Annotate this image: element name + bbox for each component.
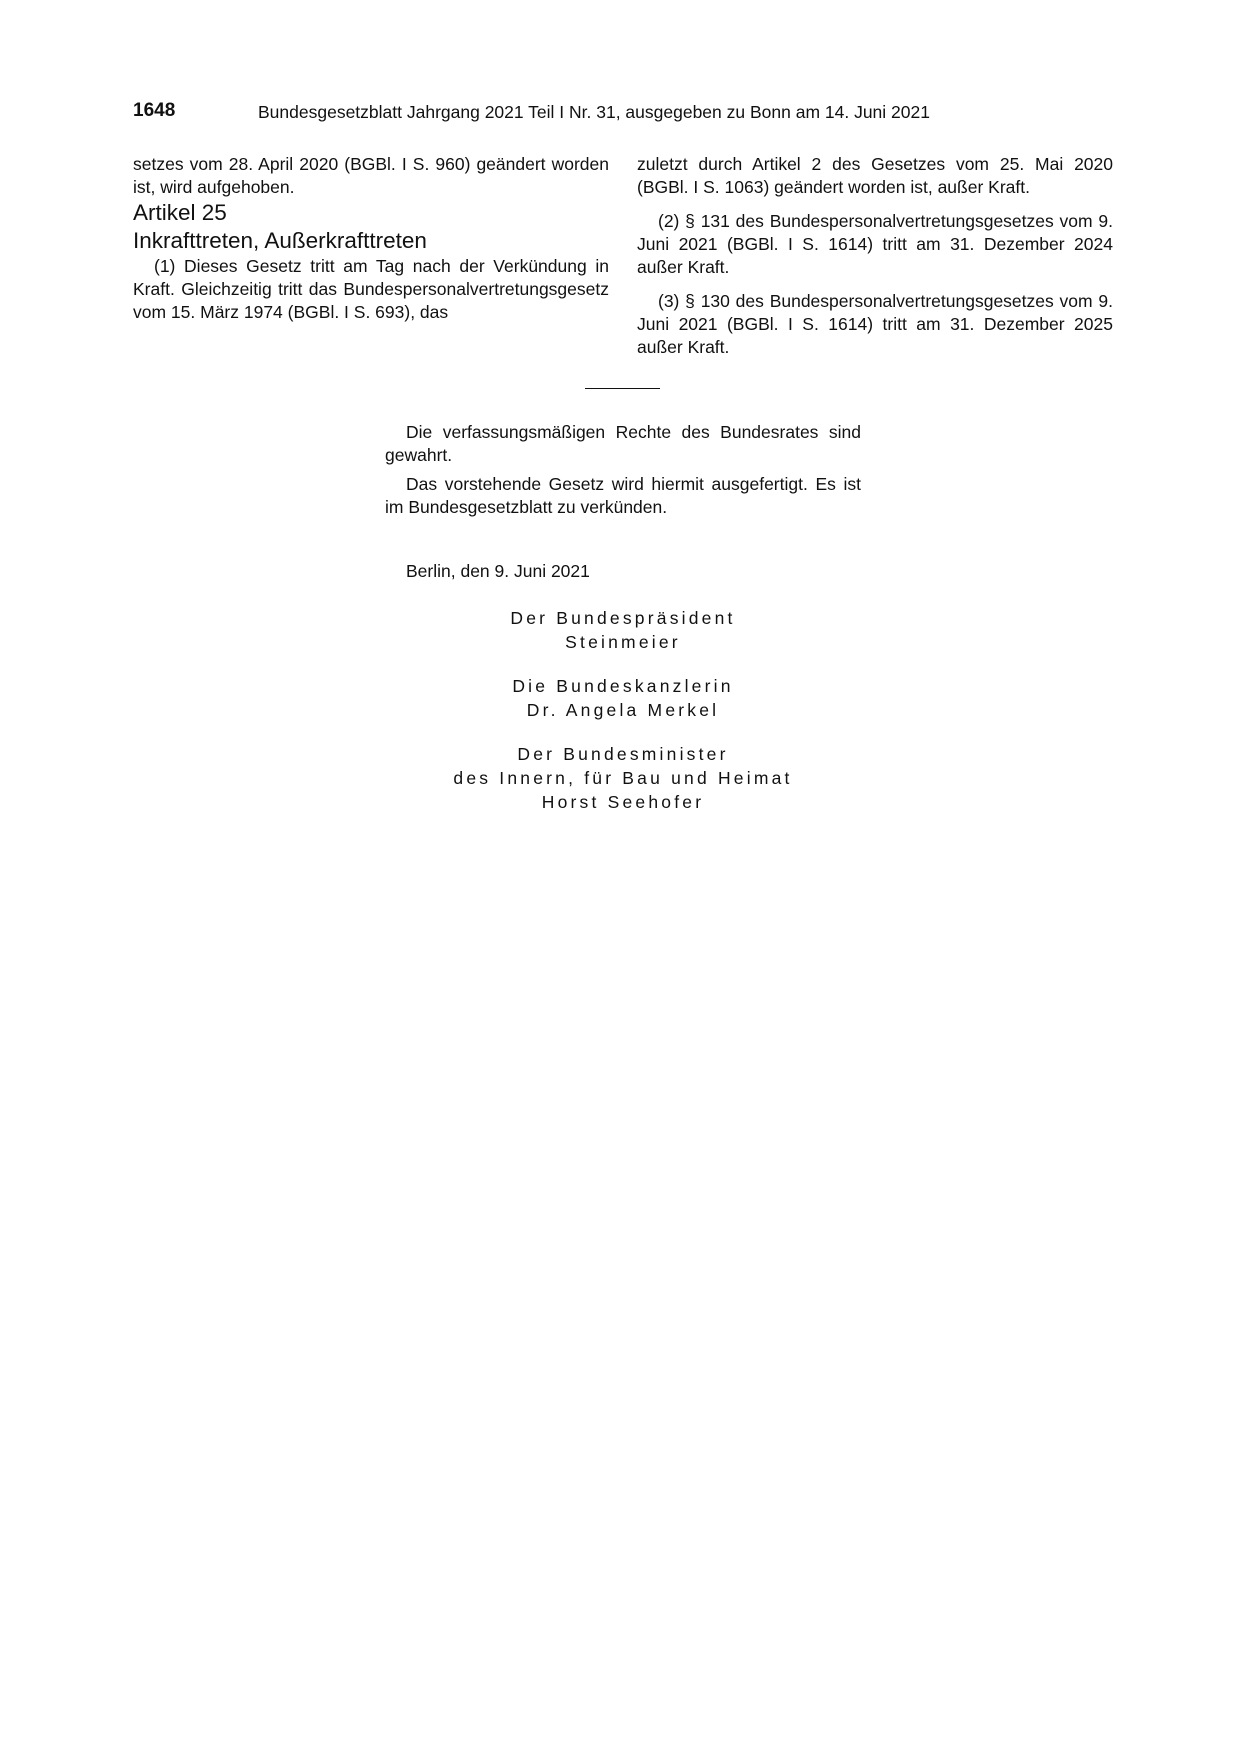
running-head: Bundesgesetzblatt Jahrgang 2021 Teil I Nr. 31, ausgegeben zu Bonn am 14. Juni 2021 bbox=[258, 102, 930, 122]
continuation-text: setzes vom 28. April 2020 (BGBl. I S. 960) geändert worden ist, wird aufgehoben. bbox=[133, 154, 609, 197]
place-date: Berlin, den 9. Juni 2021 bbox=[406, 561, 590, 581]
article-title: Inkrafttreten, Außerkrafttreten bbox=[133, 228, 427, 253]
signatures bbox=[385, 606, 861, 834]
signatory-name: Horst Seehofer bbox=[541, 792, 705, 812]
page-number: 1648 bbox=[133, 100, 176, 121]
paragraph-3: (3) § 130 des Bundespersonalvertretungsgesetzes vom 9. Juni 2021 (BGBl. I S. 1614) tritt am 31. Dezember 2025 außer Kraft. bbox=[637, 291, 1113, 357]
signatory-role: Der Bundesminister bbox=[517, 744, 729, 764]
signatory-role: Die Bundeskanzlerin bbox=[512, 676, 734, 696]
paragraph-2: (2) § 131 des Bundespersonalvertretungsgesetzes vom 9. Juni 2021 (BGBl. I S. 1614) tritt am 31. Dezember 2024 außer Kraft. bbox=[637, 211, 1113, 277]
rights-statement: Die verfassungsmäßigen Rechte des Bundesrates sind gewahrt. bbox=[385, 422, 861, 465]
closing-formula bbox=[385, 421, 861, 583]
continuation-text: zuletzt durch Artikel 2 des Gesetzes vom 25. Mai 2020 (BGBl. I S. 1063) geändert worden ist, außer Kraft. bbox=[637, 154, 1113, 197]
paragraph-1: (1) Dieses Gesetz tritt am Tag nach der Verkündung in Kraft. Gleichzeitig tritt das Bundespersonalvertretungsgesetz vom 15. März 1974 (BGBl. I S. 693), das bbox=[133, 256, 609, 322]
section-divider bbox=[585, 388, 660, 389]
signature-block-president bbox=[385, 606, 861, 654]
signatory-name: Dr. Angela Merkel bbox=[526, 700, 720, 720]
signature-block-minister bbox=[385, 742, 861, 814]
article-number: Artikel 25 bbox=[133, 200, 227, 225]
page-header bbox=[133, 100, 1113, 128]
signature-block-chancellor bbox=[385, 674, 861, 722]
right-column bbox=[637, 153, 1113, 359]
promulgation-statement: Das vorstehende Gesetz wird hiermit ausgefertigt. Es ist im Bundesgesetzblatt zu verkünden. bbox=[385, 474, 861, 517]
left-column bbox=[133, 153, 609, 324]
signatory-role-line-2: des Innern, für Bau und Heimat bbox=[453, 768, 793, 788]
signatory-role: Der Bundespräsident bbox=[510, 608, 736, 628]
signatory-name: Steinmeier bbox=[565, 632, 681, 652]
